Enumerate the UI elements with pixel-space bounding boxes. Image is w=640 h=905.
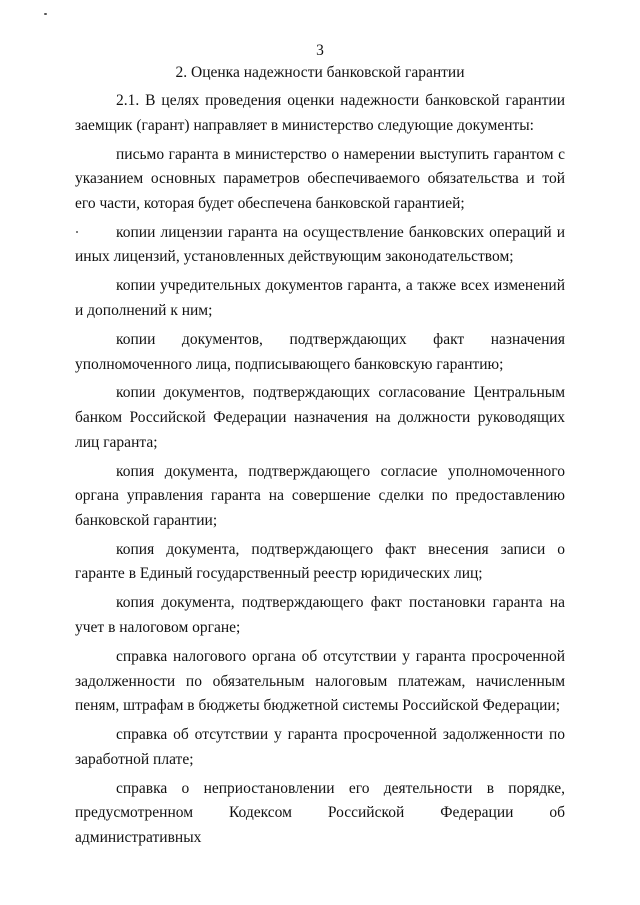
document-body xyxy=(75,89,565,855)
paragraph-founding-documents: копии учредительных документов гаранта, а также всех изменений и дополнений к ним; xyxy=(75,277,565,319)
scan-speck xyxy=(44,13,47,15)
paragraph-tax-debt-certificate: справка налогового органа об отсутствии у гаранта просроченной задолженности по обязательным налоговым платежам, начисленным пеням, штрафам в бюджеты бюджетной системы Российской Федерации; xyxy=(75,647,565,715)
paragraph-2-1: 2.1. В целях проведения оценки надежности банковской гарантии заемщик (гарант) направляет в министерство следующие документы: xyxy=(75,92,565,134)
paragraph-salary-debt-certificate: справка об отсутствии у гаранта просроченной задолженности по заработной плате; xyxy=(75,726,565,768)
paragraph-authorized-person: копии документов, подтверждающих факт назначения уполномоченного лица, подписывающего банковскую гарантию; xyxy=(75,330,565,373)
paragraph-state-register: копия документа, подтверждающего факт внесения записи о гаранте в Единый государственный реестр юридических лиц; xyxy=(75,540,565,583)
paragraph-central-bank-approval: копии документов, подтверждающих согласование Центральным банком Российской Федерации назначения на должности руководящих лиц гаранта; xyxy=(75,384,565,451)
section-title: 2. Оценка надежности банковской гарантии xyxy=(175,64,465,81)
paragraph-licenses: копии лицензии гаранта на осуществление банковских операций и иных лицензий, установленных действующим законодательством; xyxy=(75,223,565,266)
page-number: 3 xyxy=(316,42,324,59)
paragraph-management-consent: копия документа, подтверждающего согласие уполномоченного органа управления гаранта на совершение сделки по предоставлению банковской гарантии; xyxy=(75,462,565,529)
paragraph-tax-registration: копия документа, подтверждающего факт постановки гаранта на учет в налоговом органе; xyxy=(75,594,565,636)
paragraph-guarantor-letter: письмо гаранта в министерство о намерении выступить гарантом с указанием основных параметров обеспечиваемого обязательства и той его части, которая будет обеспечена банковской гарантией; xyxy=(75,145,565,212)
paragraph-non-suspension-certificate: справка о неприостановлении его деятельности в порядке, предусмотренном Кодексом Российской Федерации об административных xyxy=(75,779,565,846)
